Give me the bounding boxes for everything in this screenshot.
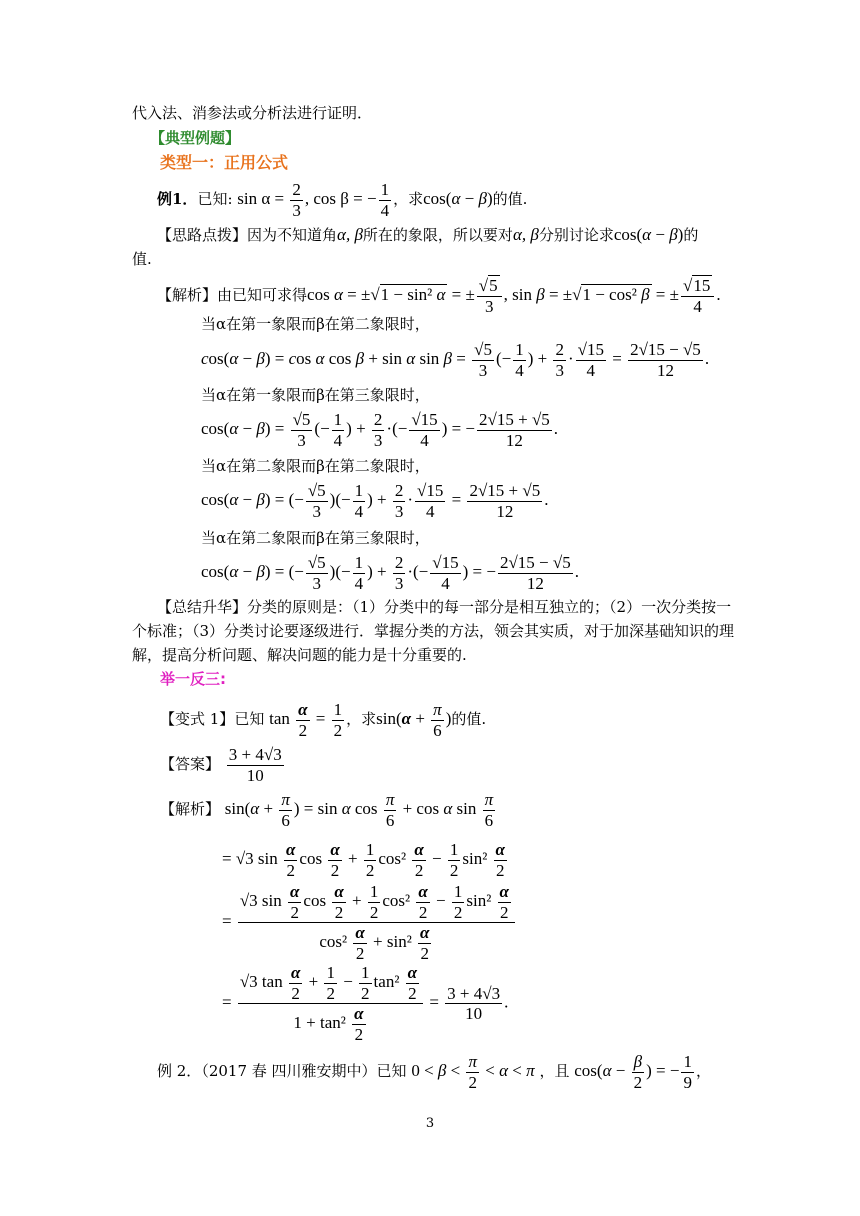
example-1-find: ，求 bbox=[393, 189, 424, 208]
heading-typical-examples: 【典型例题】 bbox=[150, 129, 241, 147]
example-1: 例1．已知: sin α = $\frac{2}{3}$ , cos β = − $\frac{1}{4}$ ，求cos(α − β)的值. bbox=[157, 180, 528, 220]
page-number: 3 bbox=[425, 1116, 435, 1131]
case-1-text: 当α在第一象限而β在第二象限时， bbox=[201, 315, 430, 333]
heading-practice: 举一反三: bbox=[160, 670, 226, 688]
case-2-formula: cos(α − β) = $\frac{√5}{3}$ (− $\frac{1}{4}$ ) + $\frac{2}{3}$ ·(− $\frac{√15}{4}$ ) = − $\frac{2√15 + √5}{12}$ . bbox=[201, 410, 559, 450]
hint-label: 【思路点拨】 bbox=[157, 226, 248, 244]
solution-line-1: 【解析】由已知可求得cos α = ±√1 − sin² α = ± $\frac{√5}{3}$ , sin β = ±√1 − cos² β = ± $\frac{√15}{4}$ . bbox=[157, 276, 721, 316]
example-1-known: 已知: bbox=[197, 189, 233, 208]
example-2: 例 2．（2017 春 四川雅安期中）已知 0 < β < $\frac{\pi}{2}$ < α < π ，且 cos(α − $\frac{\beta}{2}$ ) = − $\frac{1}{9}$ ， bbox=[157, 1052, 711, 1092]
solution-text: 由已知可求得 bbox=[217, 285, 308, 304]
summary-line-1 bbox=[157, 600, 731, 615]
example-1-value: 的值. bbox=[492, 189, 528, 208]
heading-type-1: 类型一：正用公式 bbox=[160, 153, 289, 172]
example-2-label: 例 2． bbox=[157, 1061, 202, 1080]
hint-paragraph: 【思路点拨】因为不知道角α, β所在的象限，所以要对α, β分别讨论求cos(α − β)的 bbox=[157, 225, 699, 244]
variant-1: 【变式 1】已知 tan $\frac{\alpha}{2}$ = $\frac{1}{2}$ ，求sin(α + $\frac{\pi}{6}$ )的值. bbox=[160, 700, 487, 740]
example-2-source: （2017 春 四川雅安期中）已知 bbox=[201, 1061, 407, 1080]
case-1-formula: cos(α − β) = cos α cos β + sin α sin β = $\frac{√5}{3}$ (− $\frac{1}{4}$ ) + $\frac{2}{3}$ · $\frac{√15}{4}$ = $\frac{2√15 - √5}{12}$ . bbox=[201, 340, 710, 380]
case-4-formula: cos(α − β) = (− $\frac{√5}{3}$ )(− $\frac{1}{4}$ ) + $\frac{2}{3}$ ·(− $\frac{√15}{4}$ ) = − $\frac{2√15 - √5}{12}$ . bbox=[201, 553, 579, 593]
solution-2-label: 【解析】 bbox=[160, 799, 221, 818]
variant-1-text-1: 已知 bbox=[234, 709, 265, 728]
intro-line: 代入法、消参法或分析法进行证明． bbox=[132, 104, 373, 122]
example-2-and: ，且 bbox=[539, 1061, 570, 1080]
solution-2-line-1: 【解析】 sin(α + $\frac{\pi}{6}$ ) = sin α cos $\frac{\pi}{6}$ + cos α sin $\frac{\pi}{6}$ bbox=[160, 790, 494, 830]
variant-1-text-3: 的值. bbox=[451, 709, 487, 728]
solution-2-line-3: = √3 sin $\frac{\alpha}{2}$ cos $\frac{\alpha}{2}$ + $\frac{1}{2}$ cos² $\frac{\alpha}{2}$ − $\frac{1}{2}$ sin² $\frac{\alpha}{2}$ cos² $\frac{\alpha}{2}$ + sin² $\frac{\alpha}{2}$ bbox=[222, 882, 517, 963]
hint-text-1: 因为不知道角 bbox=[247, 226, 338, 244]
hint-text-3: 分别讨论求 bbox=[538, 226, 614, 244]
case-3-formula: cos(α − β) = (− $\frac{√5}{3}$ )(− $\frac{1}{4}$ ) + $\frac{2}{3}$ · $\frac{√15}{4}$ = $\frac{2√15 + √5}{12}$ . bbox=[201, 481, 549, 521]
solution-2-line-2: = √3 sin $\frac{\alpha}{2}$ cos $\frac{\alpha}{2}$ + $\frac{1}{2}$ cos² $\frac{\alpha}{2}$ − $\frac{1}{2}$ sin² $\frac{\alpha}{2}$ bbox=[222, 840, 505, 880]
hint-text-4: 的 bbox=[683, 226, 699, 244]
variant-1-text-2: ，求 bbox=[346, 709, 377, 728]
solution-label: 【解析】 bbox=[157, 285, 218, 304]
case-2-text: 当α在第一象限而β在第三象限时， bbox=[201, 386, 430, 404]
summary-line-2: 个标准；（3）分类讨论要逐级进行．掌握分类的方法，领会其实质，对于加深基础知识的理 bbox=[132, 622, 735, 640]
example-1-formula: sin α = $\frac{2}{3}$ , cos β = − $\frac{1}{4}$ bbox=[237, 180, 390, 220]
hint-text-2: 所在的象限，所以要对 bbox=[362, 226, 513, 244]
answer-line: 【答案】 $\frac{3 + 4√3}{10}$ bbox=[160, 745, 282, 785]
summary-label: 【总结升华】 bbox=[157, 598, 248, 616]
example-1-label: 例1． bbox=[157, 189, 198, 208]
variant-1-label: 【变式 1】 bbox=[160, 709, 235, 728]
summary-line-3: 解，提高分析问题、解决问题的能力是十分重要的. bbox=[132, 646, 467, 664]
answer-label: 【答案】 bbox=[160, 754, 221, 773]
solution-2-line-4: = √3 tan $\frac{\alpha}{2}$ + $\frac{1}{2}$ − $\frac{1}{2}$ tan² $\frac{\alpha}{2}$ 1 + tan² $\frac{\alpha}{2}$ = $\frac{3 + 4√3}{10}$ . bbox=[222, 963, 509, 1044]
case-4-text: 当α在第二象限而β在第三象限时， bbox=[201, 529, 430, 547]
case-3-text: 当α在第二象限而β在第二象限时， bbox=[201, 457, 430, 475]
hint-text-5: 值. bbox=[132, 250, 152, 268]
summary-text-1: 分类的原则是：（1）分类中的每一部分是相互独立的；（2）一次分类按一 bbox=[247, 598, 732, 616]
